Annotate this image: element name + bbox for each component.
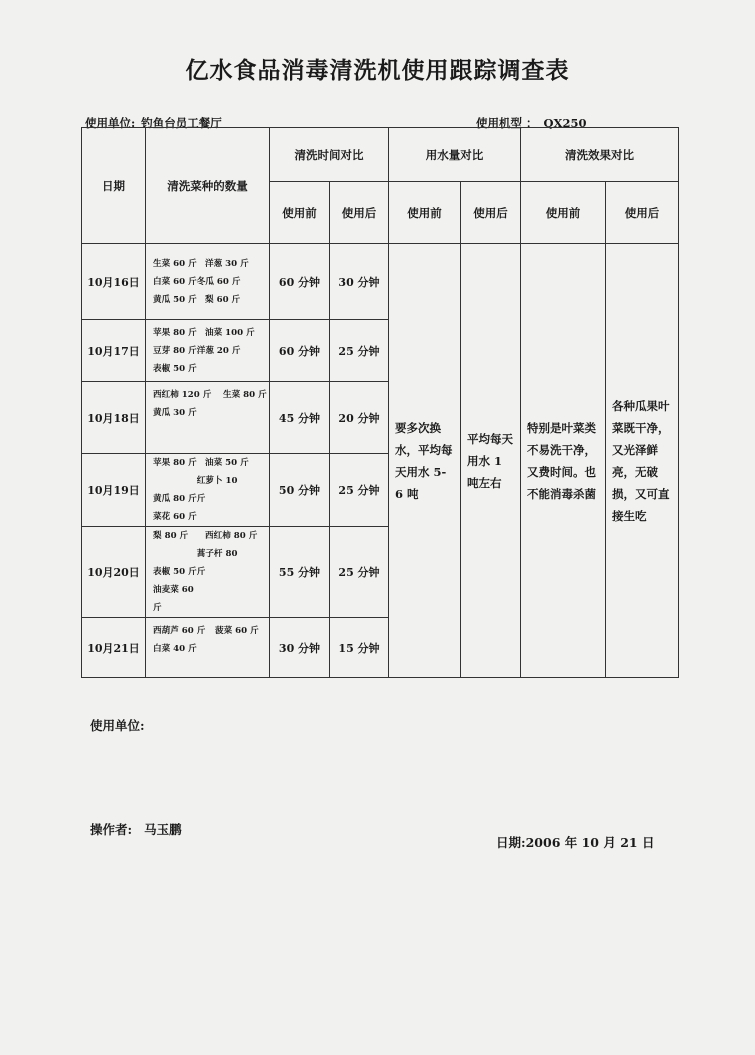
effect-before-cell: 特别是叶菜类不易洗干净，又费时间。也不能消毒杀菌 [521,244,606,678]
item: 油麦菜 60 斤 [153,585,194,613]
item: 冬瓜 60 斤 [196,276,241,287]
row-time-after: 25 分钟 [330,454,389,527]
unit-label: 使用单位: [85,116,136,130]
item: 表椒 50 斤 [153,567,197,577]
footer-date: 日期:2006 年 10 月 21 日 [496,835,655,850]
effect-header: 清洗效果对比 [521,128,679,182]
item: 苹果 80 斤 [153,327,197,338]
row-date: 10月21日 [82,618,146,678]
water-after-cell: 平均每天用水 1 吨左右 [461,244,521,678]
row-date: 10月17日 [82,320,146,382]
time-header: 清洗时间对比 [270,128,389,182]
row-time-after: 25 分钟 [330,320,389,382]
item: 洋葱 20 斤 [196,345,241,356]
item: 西红柿 80 斤 [205,531,258,541]
item: 黄瓜 50 斤 [153,294,197,305]
row-time-after: 15 分钟 [330,618,389,678]
item: 白菜 60 斤 [153,276,197,287]
tracking-table [81,127,679,678]
item: 西葫芦 60 斤 [153,626,206,636]
row-date: 10月18日 [82,382,146,454]
item: 梨 80 斤 [153,531,189,541]
row-date: 10月16日 [82,244,146,320]
model-value: QX250 [543,116,587,130]
item: 生菜 60 斤 [153,258,197,269]
table-row [82,244,679,320]
item: 苹果 80 斤 [153,458,197,468]
row-time-before: 55 分钟 [270,527,330,618]
item: 黄瓜 30 斤 [153,408,197,418]
row-time-before: 60 分钟 [270,244,330,320]
water-before-header: 使用前 [389,182,461,244]
row-date: 10月19日 [82,454,146,527]
row-time-before: 60 分钟 [270,320,330,382]
row-items [146,527,270,618]
item: 白菜 40 斤 [153,644,197,654]
item: 生菜 80 斤 [223,390,267,400]
item: 表椒 50 斤 [153,363,197,374]
operator-line [90,820,182,838]
footer-unit-label: 使用单位: [90,718,145,733]
row-date: 10月20日 [82,527,146,618]
items-header: 清洗菜种的数量 [146,128,270,244]
water-before-cell: 要多次换水，平均每天用水 5-6 吨 [389,244,461,678]
water-after-header: 使用后 [461,182,521,244]
item: 豆芽 80 斤 [153,345,197,356]
operator-name: 马玉鹏 [144,822,182,837]
unit-value: 钓鱼台员工餐厅 [141,116,222,130]
item: 蒿子杆 80 斤 [196,549,238,577]
water-header: 用水量对比 [389,128,521,182]
row-time-after: 30 分钟 [330,244,389,320]
item: 红萝卜 10 斤 [196,476,238,504]
item: 梨 60 斤 [205,294,241,305]
item: 油菜 50 斤 [205,458,249,468]
row-time-before: 45 分钟 [270,382,330,454]
operator-label: 操作者: [90,822,133,837]
row-time-before: 30 分钟 [270,618,330,678]
row-items [146,320,270,382]
page-title: 亿水食品消毒清洗机使用跟踪调查表 [185,57,570,84]
row-items [146,618,270,678]
row-time-after: 25 分钟 [330,527,389,618]
row-items [146,454,270,527]
effect-before-header: 使用前 [521,182,606,244]
row-items [146,244,270,320]
row-time-before: 50 分钟 [270,454,330,527]
date-header: 日期 [82,128,146,244]
row-time-after: 20 分钟 [330,382,389,454]
time-after-header: 使用后 [330,182,389,244]
time-before-header: 使用前 [270,182,330,244]
item: 洋葱 30 斤 [205,258,249,269]
item: 菜花 60 斤 [153,512,197,522]
model-label: 使用机型 ： [476,116,538,130]
row-items [146,382,270,454]
item: 黄瓜 80 斤 [153,494,197,504]
item: 菠菜 60 斤 [215,626,259,636]
item: 油菜 100 斤 [205,327,255,338]
item: 西红柿 120 斤 [153,390,212,400]
effect-after-cell: 各种瓜果叶菜既干净，又光泽鲜亮，无破损，又可直接生吃 [606,244,679,678]
effect-after-header: 使用后 [606,182,679,244]
